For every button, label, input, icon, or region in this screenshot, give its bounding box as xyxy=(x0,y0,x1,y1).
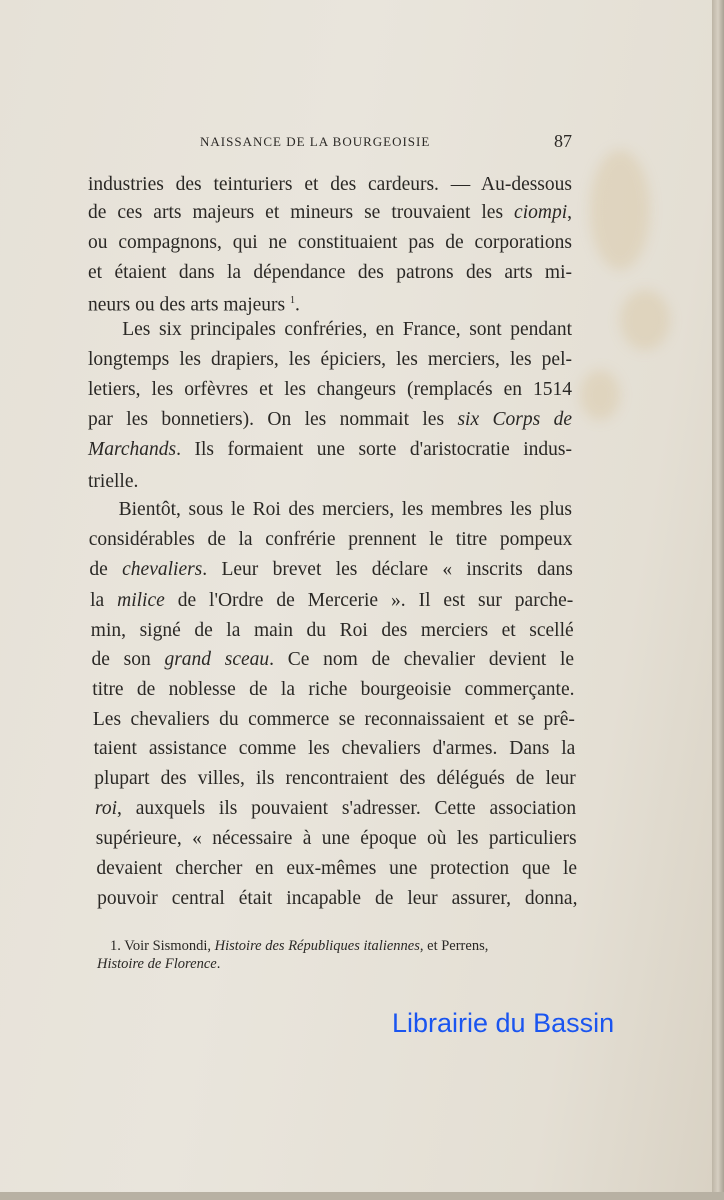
text-line xyxy=(89,527,573,553)
text-segment: la xyxy=(90,590,118,611)
text-line xyxy=(88,469,572,495)
text-line xyxy=(88,377,572,403)
italic-text: roi xyxy=(95,798,118,819)
text-segment: ou compagnons, qui ne constituaient pas de corporations xyxy=(88,232,572,253)
text-segment: longtemps les drapiers, les épiciers, les merciers, les pel- xyxy=(88,349,572,370)
text-segment: considérables de la confrérie prennent le titre pompeux xyxy=(88,529,573,550)
text-segment: Bientôt, sous le Roi des merciers, les membres les plus xyxy=(88,499,572,520)
italic-text: chevaliers xyxy=(122,559,203,580)
text-segment: de l'Ordre de Mercerie ». Il est sur parche- xyxy=(164,590,574,611)
text-segment: Les chevaliers du commerce se reconnaissaient et se prê- xyxy=(92,709,575,730)
foxing-stain xyxy=(580,370,620,420)
page-number: 87 xyxy=(554,131,572,151)
text-line xyxy=(88,200,572,226)
italic-text: Histoire des Républiques italiennes xyxy=(214,938,420,954)
italic-text: grand sceau xyxy=(164,649,270,670)
text-segment: . xyxy=(295,294,300,316)
italic-text: ciompi xyxy=(514,202,568,223)
text-segment: letiers, les orfèvres et les changeurs (remplacés en 1514 xyxy=(88,379,572,400)
text-line xyxy=(88,172,572,198)
text-segment: pouvoir central était incapable de leur assurer, donna, xyxy=(97,888,578,909)
text-segment: . Ils formaient une sorte d'aristocratie indus- xyxy=(176,439,572,460)
text-line xyxy=(88,407,572,433)
text-line xyxy=(88,288,572,314)
text-line xyxy=(97,886,577,912)
italic-text: milice xyxy=(117,590,165,611)
italic-text: Histoire de Florence xyxy=(97,956,217,972)
text-segment: . Ce nom de chevalier devient le xyxy=(269,649,575,670)
text-segment: 1. Voir Sismondi, xyxy=(110,938,215,954)
text-segment: , auxquels ils pouvaient s'adresser. Cette association xyxy=(117,798,577,819)
foxing-stain xyxy=(590,150,650,270)
text-line xyxy=(93,707,575,733)
text-segment: devaient chercher en eux-mêmes une protection que le xyxy=(96,858,578,879)
text-segment: de xyxy=(89,559,123,580)
italic-text: six Corps de xyxy=(457,409,573,430)
text-segment: de son xyxy=(91,649,165,670)
text-line xyxy=(88,317,572,343)
text-segment: , et Perrens, xyxy=(419,938,489,954)
text-segment: min, signé de la main du Roi des merciers et scellé xyxy=(90,620,574,641)
text-line xyxy=(95,796,576,822)
page-header xyxy=(88,131,572,154)
footnote-line xyxy=(97,956,220,973)
text-segment: et étaient dans la dépendance des patrons des arts mi- xyxy=(88,262,572,283)
text-line xyxy=(90,588,573,614)
text-line xyxy=(96,826,577,852)
text-line xyxy=(96,856,577,882)
footnote-line xyxy=(110,938,488,955)
running-title: NAISSANCE DE LA BOURGEOISIE xyxy=(200,134,431,149)
text-line xyxy=(88,260,572,286)
text-segment: supérieure, « nécessaire à une époque où les particuliers xyxy=(95,828,577,849)
page-bottom-edge xyxy=(0,1192,724,1200)
text-segment: par les bonnetiers). On les nommait les xyxy=(88,409,458,430)
text-segment: trielle. xyxy=(88,471,139,492)
page-edge xyxy=(712,0,724,1200)
foxing-stain xyxy=(620,290,670,350)
text-line xyxy=(92,677,574,703)
footnote-marker: 1 xyxy=(290,295,295,306)
text-segment: taient assistance comme les chevaliers d'armes. Dans la xyxy=(93,738,576,759)
text-segment: de ces arts majeurs et mineurs se trouvaient les xyxy=(88,202,515,223)
text-segment: plupart des villes, ils rencontraient des délégués de leur xyxy=(94,768,576,789)
text-line xyxy=(92,647,575,673)
text-line xyxy=(94,766,575,792)
text-line xyxy=(91,618,574,644)
text-segment: titre de noblesse de la riche bourgeoisie commerçante. xyxy=(92,679,575,700)
text-segment: . Leur brevet les déclare « inscrits dans xyxy=(202,559,573,580)
text-line xyxy=(88,497,572,523)
text-line xyxy=(88,230,572,256)
text-segment: Les six principales confréries, en France, sont pendant xyxy=(88,319,572,340)
text-line xyxy=(94,736,576,762)
text-segment: . xyxy=(216,956,221,972)
text-segment: neurs ou des arts majeurs xyxy=(88,294,290,316)
watermark: Librairie du Bassin xyxy=(392,1008,615,1038)
text-line xyxy=(88,437,572,463)
italic-text: Marchands xyxy=(88,439,177,460)
text-line xyxy=(88,347,572,373)
text-segment: , xyxy=(567,202,572,223)
text-segment: industries des teinturiers et des cardeurs. — Au-dessous xyxy=(88,174,572,195)
text-line xyxy=(89,557,572,583)
